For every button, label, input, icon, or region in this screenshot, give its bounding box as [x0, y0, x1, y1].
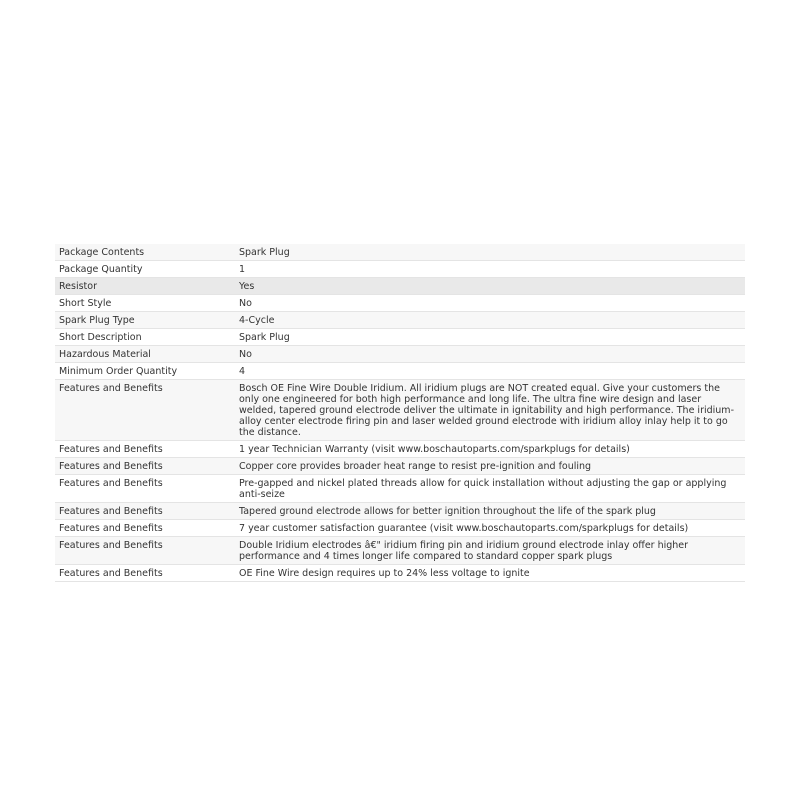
- spec-value: Spark Plug: [235, 244, 745, 261]
- spec-row-features-benefits: [55, 537, 745, 565]
- spec-row-package-contents: [55, 244, 745, 261]
- spec-row-hazardous-material: [55, 346, 745, 363]
- spec-row-short-description: [55, 329, 745, 346]
- spec-label: Features and Benefits: [55, 503, 235, 520]
- spec-row-package-quantity: [55, 261, 745, 278]
- spec-row-features-benefits: [55, 520, 745, 537]
- spec-label: Features and Benefits: [55, 475, 235, 503]
- spec-value: 1 year Technician Warranty (visit www.boschautoparts.com/sparkplugs for details): [235, 441, 745, 458]
- spec-label: Features and Benefits: [55, 520, 235, 537]
- spec-label: Features and Benefits: [55, 380, 235, 441]
- spec-label: Minimum Order Quantity: [55, 363, 235, 380]
- spec-value: No: [235, 346, 745, 363]
- spec-value: Yes: [235, 278, 745, 295]
- spec-value: Copper core provides broader heat range to resist pre-ignition and fouling: [235, 458, 745, 475]
- spec-label: Spark Plug Type: [55, 312, 235, 329]
- specifications-table-container: [55, 244, 745, 579]
- spec-value: Tapered ground electrode allows for better ignition throughout the life of the spark plug: [235, 503, 745, 520]
- spec-label: Package Quantity: [55, 261, 235, 278]
- spec-row-features-benefits: [55, 475, 745, 503]
- spec-label: Short Description: [55, 329, 235, 346]
- spec-value: Double Iridium electrodes â€" iridium firing pin and iridium ground electrode inlay offer higher performance and 4 times longer life compared to standard copper spark plugs: [235, 537, 745, 565]
- spec-value: OE Fine Wire design requires up to 24% less voltage to ignite: [235, 565, 745, 582]
- spec-row-minimum-order-quantity: [55, 363, 745, 380]
- spec-label: Short Style: [55, 295, 235, 312]
- specifications-table: [55, 244, 745, 582]
- spec-row-features-benefits: [55, 441, 745, 458]
- spec-row-features-benefits: [55, 458, 745, 475]
- spec-value: Spark Plug: [235, 329, 745, 346]
- spec-value: Bosch OE Fine Wire Double Iridium. All iridium plugs are NOT created equal. Give your customers the only one engineered for both high performance and long life. The ultra fine wire design and laser welded, tapered ground electrode deliver the ultimate in ignitability and high performance. The iridium-alloy center electrode firing pin and laser welded ground electrode with iridium alloy inlay help it to go the distance.: [235, 380, 745, 441]
- spec-row-features-benefits: [55, 565, 745, 582]
- spec-label: Features and Benefits: [55, 565, 235, 582]
- spec-row-features-benefits: [55, 503, 745, 520]
- spec-label: Features and Benefits: [55, 441, 235, 458]
- spec-value: No: [235, 295, 745, 312]
- spec-value: 7 year customer satisfaction guarantee (visit www.boschautoparts.com/sparkplugs for details): [235, 520, 745, 537]
- spec-row-short-style: [55, 295, 745, 312]
- spec-value: 4: [235, 363, 745, 380]
- spec-row-resistor: [55, 278, 745, 295]
- spec-value: Pre-gapped and nickel plated threads allow for quick installation without adjusting the gap or applying anti-seize: [235, 475, 745, 503]
- spec-label: Package Contents: [55, 244, 235, 261]
- spec-value: 1: [235, 261, 745, 278]
- spec-label: Hazardous Material: [55, 346, 235, 363]
- spec-label: Features and Benefits: [55, 458, 235, 475]
- spec-row-features-benefits: [55, 380, 745, 441]
- spec-row-spark-plug-type: [55, 312, 745, 329]
- spec-value: 4-Cycle: [235, 312, 745, 329]
- spec-label: Features and Benefits: [55, 537, 235, 565]
- spec-label: Resistor: [55, 278, 235, 295]
